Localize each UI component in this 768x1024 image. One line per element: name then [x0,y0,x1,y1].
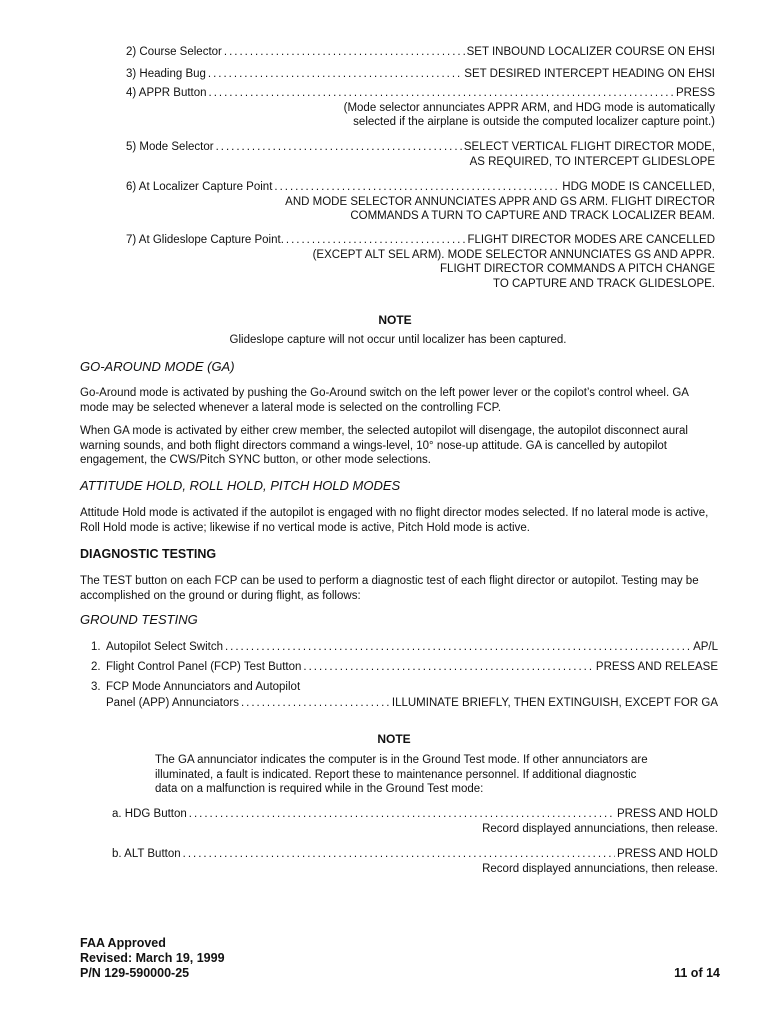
step-label: b. ALT Button [112,848,181,860]
step-number: 3. [91,681,101,693]
section-heading-ground-testing: GROUND TESTING [80,612,198,627]
leader-dots [216,140,462,155]
step-appr-button [126,86,715,130]
step-localizer-capture [126,180,715,224]
note-text: The GA annunciator indicates the computer is in the Ground Test mode. If other annunciators are illuminated, a fault is indicated. Report these to maintenance personnel. If additional diagnostic data on a malfunction is required while in the Ground Test mode: [155,754,648,795]
step-action: ILLUMINATE BRIEFLY, THEN EXTINGUISH, EXCEPT FOR GA [391,696,718,709]
page-number: 11 of 14 [674,966,720,980]
step-action: SET DESIRED INTERCEPT HEADING ON EHSI [464,68,715,80]
leader-dots [209,86,674,101]
note-title: NOTE [377,732,411,746]
step-continuation: selected if the airplane is outside the computed localizer capture point.) [353,116,715,128]
step-continuation: AND MODE SELECTOR ANNUNCIATES APPR AND GS ARM. FLIGHT DIRECTOR [285,195,715,208]
step-label: 6) At Localizer Capture Point [126,181,273,193]
step-action: PRESS [676,87,715,99]
step-label: 4) APPR Button [126,87,207,99]
leader-dots [208,67,462,82]
ground-step-3 [91,680,718,710]
step-number: 1. [91,641,101,653]
step-action: SET INBOUND LOCALIZER COURSE ON EHSI [466,46,715,58]
leader-dots [274,180,560,195]
section-heading-go-around: GO-AROUND MODE (GA) [80,359,235,374]
step-label: 2) Course Selector [126,46,222,58]
step-continuation: Record displayed annunciations, then release. [482,862,718,875]
step-heading-bug [126,67,715,82]
step-continuation: COMMANDS A TURN TO CAPTURE AND TRACK LOCALIZER BEAM. [350,210,715,222]
step-glideslope-capture [126,233,715,291]
step-label: Flight Control Panel (FCP) Test Button [106,661,302,673]
step-action: FLIGHT DIRECTOR MODES ARE CANCELLED [467,234,715,246]
step-label: Panel (APP) Annunciators [106,696,239,709]
step-label: a. HDG Button [112,808,187,820]
ground-step-1 [91,640,718,655]
step-continuation: TO CAPTURE AND TRACK GLIDESLOPE. [493,277,715,290]
step-continuation: FLIGHT DIRECTOR COMMANDS A PITCH CHANGE [440,263,715,275]
step-action: SELECT VERTICAL FLIGHT DIRECTOR MODE, [463,141,715,153]
leader-dots [303,660,594,675]
footer-part-number: P/N 129-590000-25 [80,966,190,980]
note-title: NOTE [378,313,412,327]
step-continuation: (EXCEPT ALT SEL ARM). MODE SELECTOR ANNUNCIATES GS AND APPR. [312,248,715,261]
leader-dots [183,847,615,862]
step-mode-selector [126,140,715,169]
leader-dots [224,45,465,60]
leader-dots [286,233,466,248]
leader-dots [241,696,390,711]
step-action: PRESS AND HOLD [617,808,718,820]
step-continuation: AS REQUIRED, TO INTERCEPT GLIDESLOPE [469,155,715,168]
substep-alt-button [112,847,718,876]
ground-step-2 [91,660,718,675]
paragraph: The TEST button on each FCP can be used to perform a diagnostic test of each flight director or autopilot. Testing may be accomplished on the ground or during flight, as follows: [80,575,699,602]
leader-dots [189,807,615,822]
paragraph: When GA mode is activated by either crew member, the selected autopilot will disengage, the autopilot disconnect aural warning sounds, and both flight directors command a wings-level, 10° nose-up attitude. GA is cancelled by autopilot engagement, the CWS/Pitch SYNC button, or other mode selections. [80,425,688,466]
step-continuation: Record displayed annunciations, then release. [482,822,718,835]
step-label: Autopilot Select Switch [106,641,223,653]
paragraph: Go-Around mode is activated by pushing the Go-Around switch on the left power lever or the copilot’s control wheel. GA mode may be selected whenever a lateral mode is selected on the controlling FCP. [80,387,689,414]
footer [80,936,225,981]
section-heading-diagnostic-testing: DIAGNOSTIC TESTING [80,547,217,561]
step-action: AP/L [693,641,718,653]
section-heading-attitude-hold: ATTITUDE HOLD, ROLL HOLD, PITCH HOLD MODES [80,478,401,493]
step-label: 3) Heading Bug [126,68,206,80]
step-course-selector [126,45,715,60]
step-number: 2. [91,661,101,673]
step-label: 5) Mode Selector [126,141,214,153]
leader-dots [225,640,691,655]
step-continuation: (Mode selector annunciates APPR ARM, and HDG mode is automatically [343,101,715,114]
step-action: PRESS AND HOLD [617,848,718,860]
note-text: Glideslope capture will not occur until localizer has been captured. [229,334,567,346]
paragraph: Attitude Hold mode is activated if the autopilot is engaged with no flight director modes selected. If no lateral mode is active, Roll Hold mode is active; likewise if no vertical mode is active, Pitch Hold mode is active. [80,507,709,534]
step-action: PRESS AND RELEASE [595,661,718,673]
step-label: 7) At Glideslope Capture Point. [126,234,284,246]
footer-approval: FAA Approved [80,936,166,950]
substep-hdg-button [112,807,718,836]
step-label: FCP Mode Annunciators and Autopilot [106,681,301,693]
step-action: HDG MODE IS CANCELLED, [562,181,715,193]
footer-revision-date: Revised: March 19, 1999 [80,951,225,965]
